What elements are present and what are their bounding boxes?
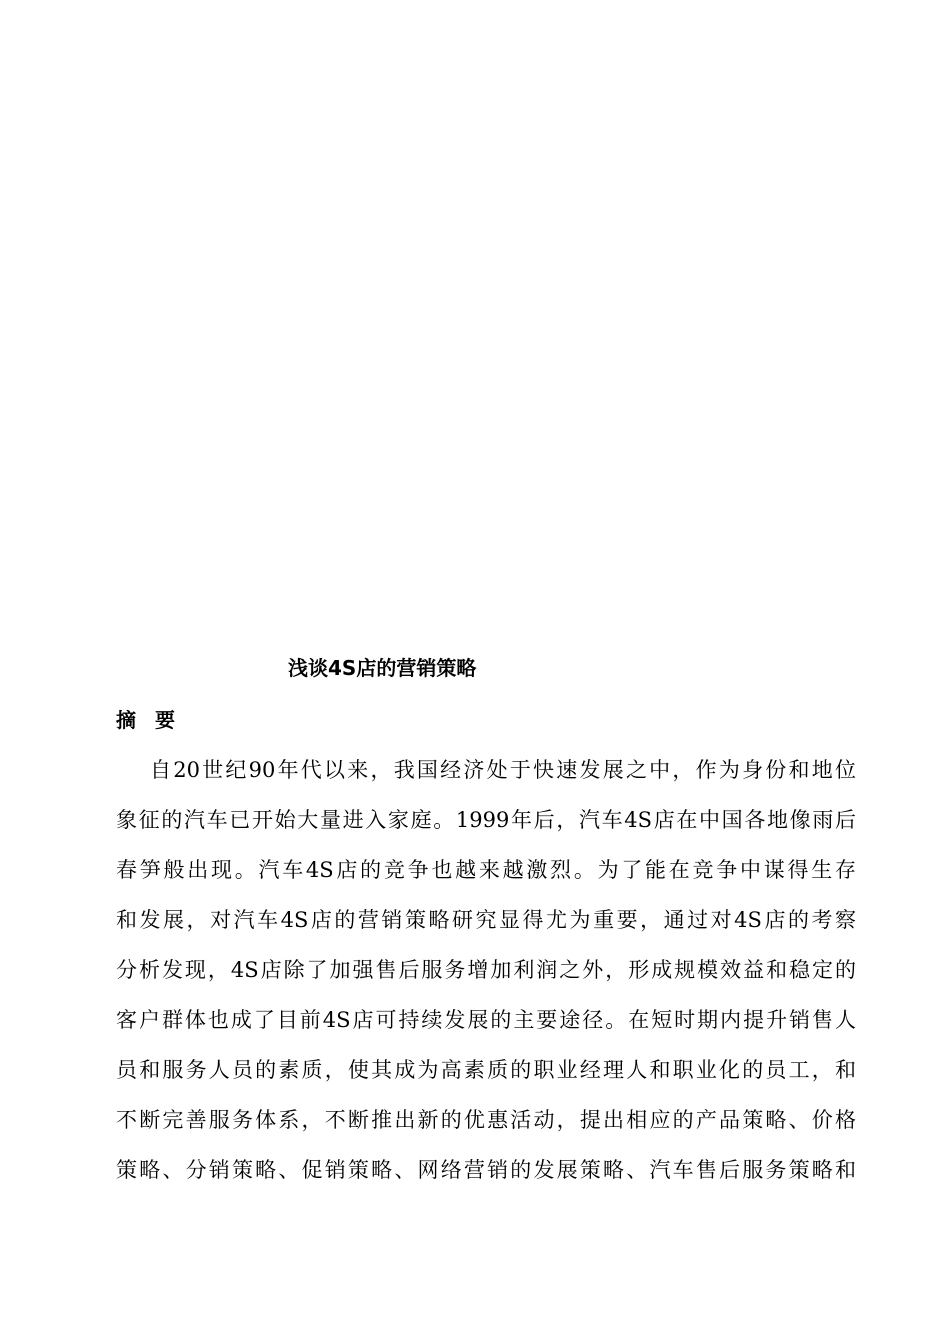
document-title: 浅谈4S店的营销策略: [288, 656, 477, 680]
abstract-line: 和发展，对汽车4S店的营销策略研究显得尤为重要，通过对4S店的考察: [116, 908, 856, 932]
abstract-line: 自20世纪90年代以来，我国经济处于快速发展之中，作为身份和地位: [150, 758, 856, 782]
abstract-line: 春笋般出现。汽车4S店的竞争也越来越激烈。为了能在竞争中谋得生存: [116, 858, 856, 882]
abstract-line: 不断完善服务体系，不断推出新的优惠活动，提出相应的产品策略、价格: [116, 1108, 856, 1132]
abstract-line: 客户群体也成了目前4S店可持续发展的主要途径。在短时期内提升销售人: [116, 1008, 856, 1032]
abstract-line: 策略、分销策略、促销策略、网络营销的发展策略、汽车售后服务策略和: [116, 1158, 856, 1182]
abstract-line: 分析发现，4S店除了加强售后服务增加利润之外，形成规模效益和稳定的: [116, 958, 856, 982]
abstract-line: 员和服务人员的素质，使其成为高素质的职业经理人和职业化的员工，和: [116, 1058, 856, 1082]
abstract-body: [116, 752, 856, 1202]
abstract-line: 象征的汽车已开始大量进入家庭。1999年后，汽车4S店在中国各地像雨后: [116, 808, 856, 832]
abstract-heading: 摘 要: [116, 708, 181, 732]
